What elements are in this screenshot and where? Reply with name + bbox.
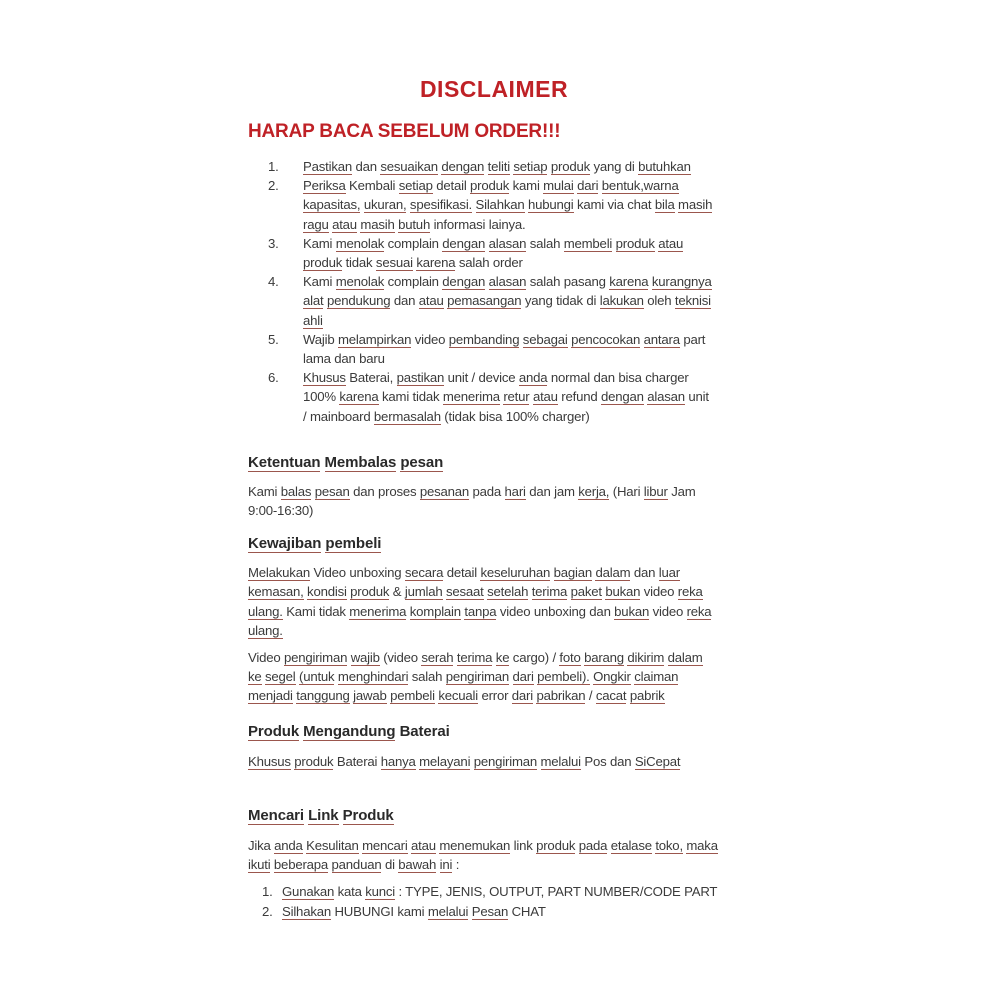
rule-text: Kami menolak complain dengan alasan salah pasang karena kurangnya alat pendukung dan atau pemasangan yang tidak di lakukan oleh teknisi ahli	[303, 274, 712, 328]
rule-number: 2.	[268, 178, 279, 194]
step-text: Silhakan HUBUNGI kami melalui Pesan CHAT	[282, 903, 546, 919]
order-rules-list	[248, 157, 740, 426]
step-number: 1.	[262, 884, 273, 900]
rule-number: 5.	[268, 331, 279, 347]
page-title: DISCLAIMER	[419, 76, 569, 102]
rule-text: Kami menolak complain dengan alasan salah membeli produk atau produk tidak sesuai karena salah order	[303, 235, 684, 271]
paragraph: Video pengiriman wajib (video serah terima ke cargo) / foto barang dikirim dalam ke segel (untuk menghindari salah pengiriman dari pembeli). Ongkir claiman menjadi tanggung jawab pembeli kecuali error dari pabrikan / cacat pabrik	[248, 650, 703, 704]
rule-number: 3.	[268, 235, 279, 251]
rule-item	[248, 176, 740, 234]
section-heading: Mencari Link Produk	[248, 806, 394, 824]
paragraph: Khusus produk Baterai hanya melayani pengiriman melalui Pos dan SiCepat	[248, 753, 681, 769]
section-heading: Produk Mengandung Baterai	[248, 722, 450, 740]
paragraph: Kami balas pesan dan proses pesanan pada hari dan jam kerja, (Hari libur Jam 9:00-16:30)	[248, 483, 696, 519]
step-number: 2.	[262, 903, 273, 919]
rule-number: 6.	[268, 370, 279, 386]
section-mencari-link-produk	[248, 806, 740, 874]
link-steps-list	[248, 882, 740, 921]
step-item	[248, 902, 740, 922]
step-item	[248, 882, 740, 902]
rule-text: Khusus Baterai, pastikan unit / device anda normal dan bisa charger 100% karena kami tidak menerima retur atau refund dengan alasan unit / mainboard bermasalah (tidak bisa 100% charger)	[303, 370, 709, 424]
paragraph: Melakukan Video unboxing secara detail keseluruhan bagian dalam dan luar kemasan, kondisi produk & jumlah sesaat setelah terima paket bukan video reka ulang. Kami tidak menerima komplain tanpa video unboxing dan bukan video reka ulang.	[248, 565, 712, 638]
rule-text: Periksa Kembali setiap detail produk kami mulai dari bentuk,warna kapasitas, ukuran, spesifikasi. Silahkan hubungi kami via chat bila masih ragu atau masih butuh informasi lainya.	[303, 178, 713, 232]
section-produk-mengandung-baterai	[248, 722, 740, 771]
section-heading: Kewajiban pembeli	[248, 535, 382, 553]
rule-number: 1.	[268, 159, 279, 174]
section-ketentuan-membalas-pesan	[248, 453, 740, 520]
rule-item	[248, 272, 740, 330]
step-text: Gunakan kata kunci : TYPE, JENIS, OUTPUT, PART NUMBER/CODE PART	[282, 884, 718, 900]
rule-item	[248, 368, 740, 426]
rule-item	[248, 157, 740, 176]
rule-number: 4.	[268, 274, 279, 290]
rule-item	[248, 234, 740, 272]
warning-heading: HARAP BACA SEBELUM ORDER!!!	[248, 121, 561, 142]
section-heading: Ketentuan Membalas pesan	[248, 453, 444, 471]
rule-item	[248, 330, 740, 368]
section-kewajiban-pembeli	[248, 534, 740, 705]
rule-text: Pastikan dan sesuaikan dengan teliti setiap produk yang di butuhkan	[303, 159, 691, 174]
paragraph: Jika anda Kesulitan mencari atau menemukan link produk pada etalase toko, maka ikuti beberapa panduan di bawah ini :	[248, 837, 718, 873]
rule-text: Wajib melampirkan video pembanding sebagai pencocokan antara part lama dan baru	[303, 331, 706, 367]
disclaimer-document	[248, 0, 740, 921]
